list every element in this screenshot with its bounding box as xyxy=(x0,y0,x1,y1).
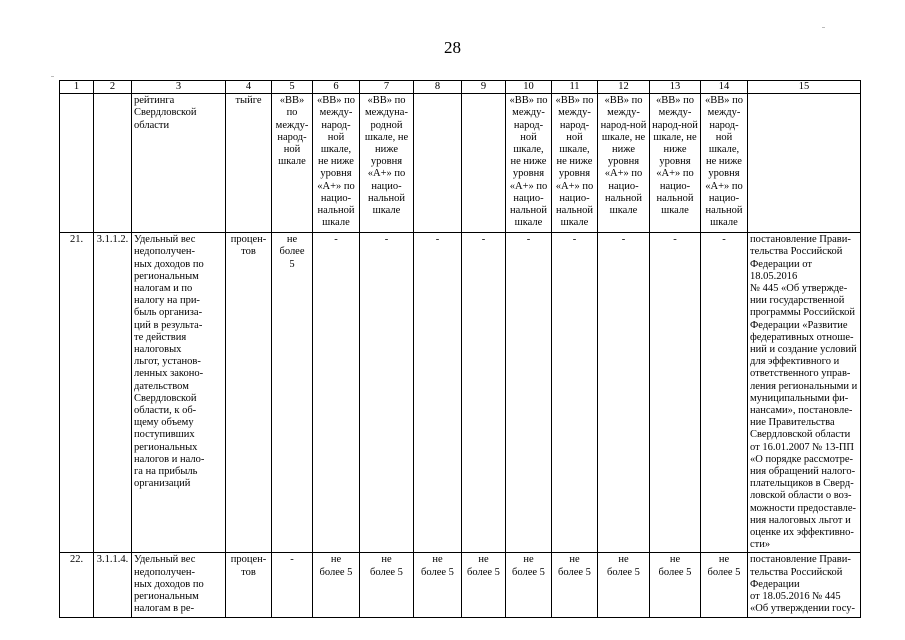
indicator-table xyxy=(59,80,861,618)
table-cell-col-3: Удельный вес недополучен- ных доходов по региональным налогам в ре- xyxy=(132,553,226,617)
table-cell-col-3: Удельный вес недополучен- ных доходов по региональным налогам и по налогу на при- быль организа- ций в результа- те действия налоговых льгот, установ- ленных законо- дательством Свердловской области, к об- щему объему поступивших региональных налогов и нало- га на прибыль организаций xyxy=(132,233,226,553)
table-cell-col-14: не более 5 xyxy=(701,553,748,617)
table-cell-col-9 xyxy=(462,94,506,233)
table-cell-col-10: не более 5 xyxy=(506,553,552,617)
table-cell-col-15: постановление Прави- тельства Российской Федерации от 18.05.2016 № 445 «Об утверждении госу- xyxy=(748,553,861,617)
table-cell-col-5: «ВВ» по между- народ- ной шкале xyxy=(272,94,313,233)
table-cell-col-5: - xyxy=(272,553,313,617)
table-cell-col-10: «ВВ» по между- народ- ной шкале, не ниже уровня «А+» по нацио- нальной шкале xyxy=(506,94,552,233)
table-cell-col-11: не более 5 xyxy=(552,553,598,617)
table-cell-col-5: не более 5 xyxy=(272,233,313,553)
table-cell-col-1 xyxy=(60,94,94,233)
column-header-4: 4 xyxy=(226,81,272,94)
table-cell-col-15: постановление Прави- тельства Российской Федерации от 18.05.2016 № 445 «Об утвержде- нии государственной программы Российской Федерации «Развитие федеративных отноше- ний и создание условий для эффективного и ответственного управ- ления региональными и муниципальными фи- нансами», постановле- ние Правительства Свердловской области от 16.01.2007 № 13-ПП «О порядке рассмотре- ния обращений налого- плательщиков в Сверд- ловской области о воз- можности предоставле- ния налоговых льгот и оценке их эффективно- сти» xyxy=(748,233,861,553)
table-cell-col-2 xyxy=(94,94,132,233)
table-cell-col-4: процен- тов xyxy=(226,553,272,617)
column-header-3: 3 xyxy=(132,81,226,94)
table-cell-col-14: - xyxy=(701,233,748,553)
table-cell-col-8: - xyxy=(414,233,462,553)
table-cell-col-8: не более 5 xyxy=(414,553,462,617)
table-cell-col-3: рейтинга Свердловской области xyxy=(132,94,226,233)
table-cell-col-6: не более 5 xyxy=(313,553,360,617)
table-cell-col-6: - xyxy=(313,233,360,553)
table-cell-col-2: 3.1.1.2. xyxy=(94,233,132,553)
scan-mark xyxy=(51,76,54,77)
table-cell-col-4: тыйге xyxy=(226,94,272,233)
scan-mark xyxy=(822,27,825,28)
table-cell-col-12: не более 5 xyxy=(598,553,650,617)
column-header-12: 12 xyxy=(598,81,650,94)
table-cell-col-1: 22. xyxy=(60,553,94,617)
column-header-15: 15 xyxy=(748,81,861,94)
page-number: 28 xyxy=(444,38,461,57)
table-row xyxy=(60,94,861,233)
table-cell-col-7: «ВВ» по междуна- родной шкале, не ниже уровня «А+» по нацио- нальной шкале xyxy=(360,94,414,233)
table-cell-col-11: - xyxy=(552,233,598,553)
table-cell-col-10: - xyxy=(506,233,552,553)
table-cell-col-13: «ВВ» по между- народ-ной шкале, не ниже уровня «А+» по нацио- нальной шкале xyxy=(650,94,701,233)
table-cell-col-1: 21. xyxy=(60,233,94,553)
column-header-6: 6 xyxy=(313,81,360,94)
table-cell-col-7: - xyxy=(360,233,414,553)
table-cell-col-2: 3.1.1.4. xyxy=(94,553,132,617)
table-cell-col-12: «ВВ» по между- народ-ной шкале, не ниже уровня «А+» по нацио- нальной шкале xyxy=(598,94,650,233)
column-header-11: 11 xyxy=(552,81,598,94)
column-header-14: 14 xyxy=(701,81,748,94)
table-cell-col-6: «ВВ» по между- народ- ной шкале, не ниже уровня «А+» по нацио- нальной шкале xyxy=(313,94,360,233)
table-cell-col-9: - xyxy=(462,233,506,553)
table-cell-col-14: «ВВ» по между- народ- ной шкале, не ниже уровня «А+» по нацио- нальной шкале xyxy=(701,94,748,233)
table-row xyxy=(60,553,861,617)
column-header-1: 1 xyxy=(60,81,94,94)
column-header-10: 10 xyxy=(506,81,552,94)
table-cell-col-9: не более 5 xyxy=(462,553,506,617)
column-header-5: 5 xyxy=(272,81,313,94)
column-header-2: 2 xyxy=(94,81,132,94)
table-cell-col-11: «ВВ» по между- народ- ной шкале, не ниже уровня «А+» по нацио- нальной шкале xyxy=(552,94,598,233)
column-header-9: 9 xyxy=(462,81,506,94)
table-cell-col-13: - xyxy=(650,233,701,553)
column-header-13: 13 xyxy=(650,81,701,94)
table-cell-col-12: - xyxy=(598,233,650,553)
table-cell-col-4: процен- тов xyxy=(226,233,272,553)
table-cell-col-8 xyxy=(414,94,462,233)
column-header-7: 7 xyxy=(360,81,414,94)
column-header-8: 8 xyxy=(414,81,462,94)
table-cell-col-7: не более 5 xyxy=(360,553,414,617)
table-row xyxy=(60,233,861,553)
table-cell-col-15 xyxy=(748,94,861,233)
table-cell-col-13: не более 5 xyxy=(650,553,701,617)
header-row xyxy=(60,81,861,94)
